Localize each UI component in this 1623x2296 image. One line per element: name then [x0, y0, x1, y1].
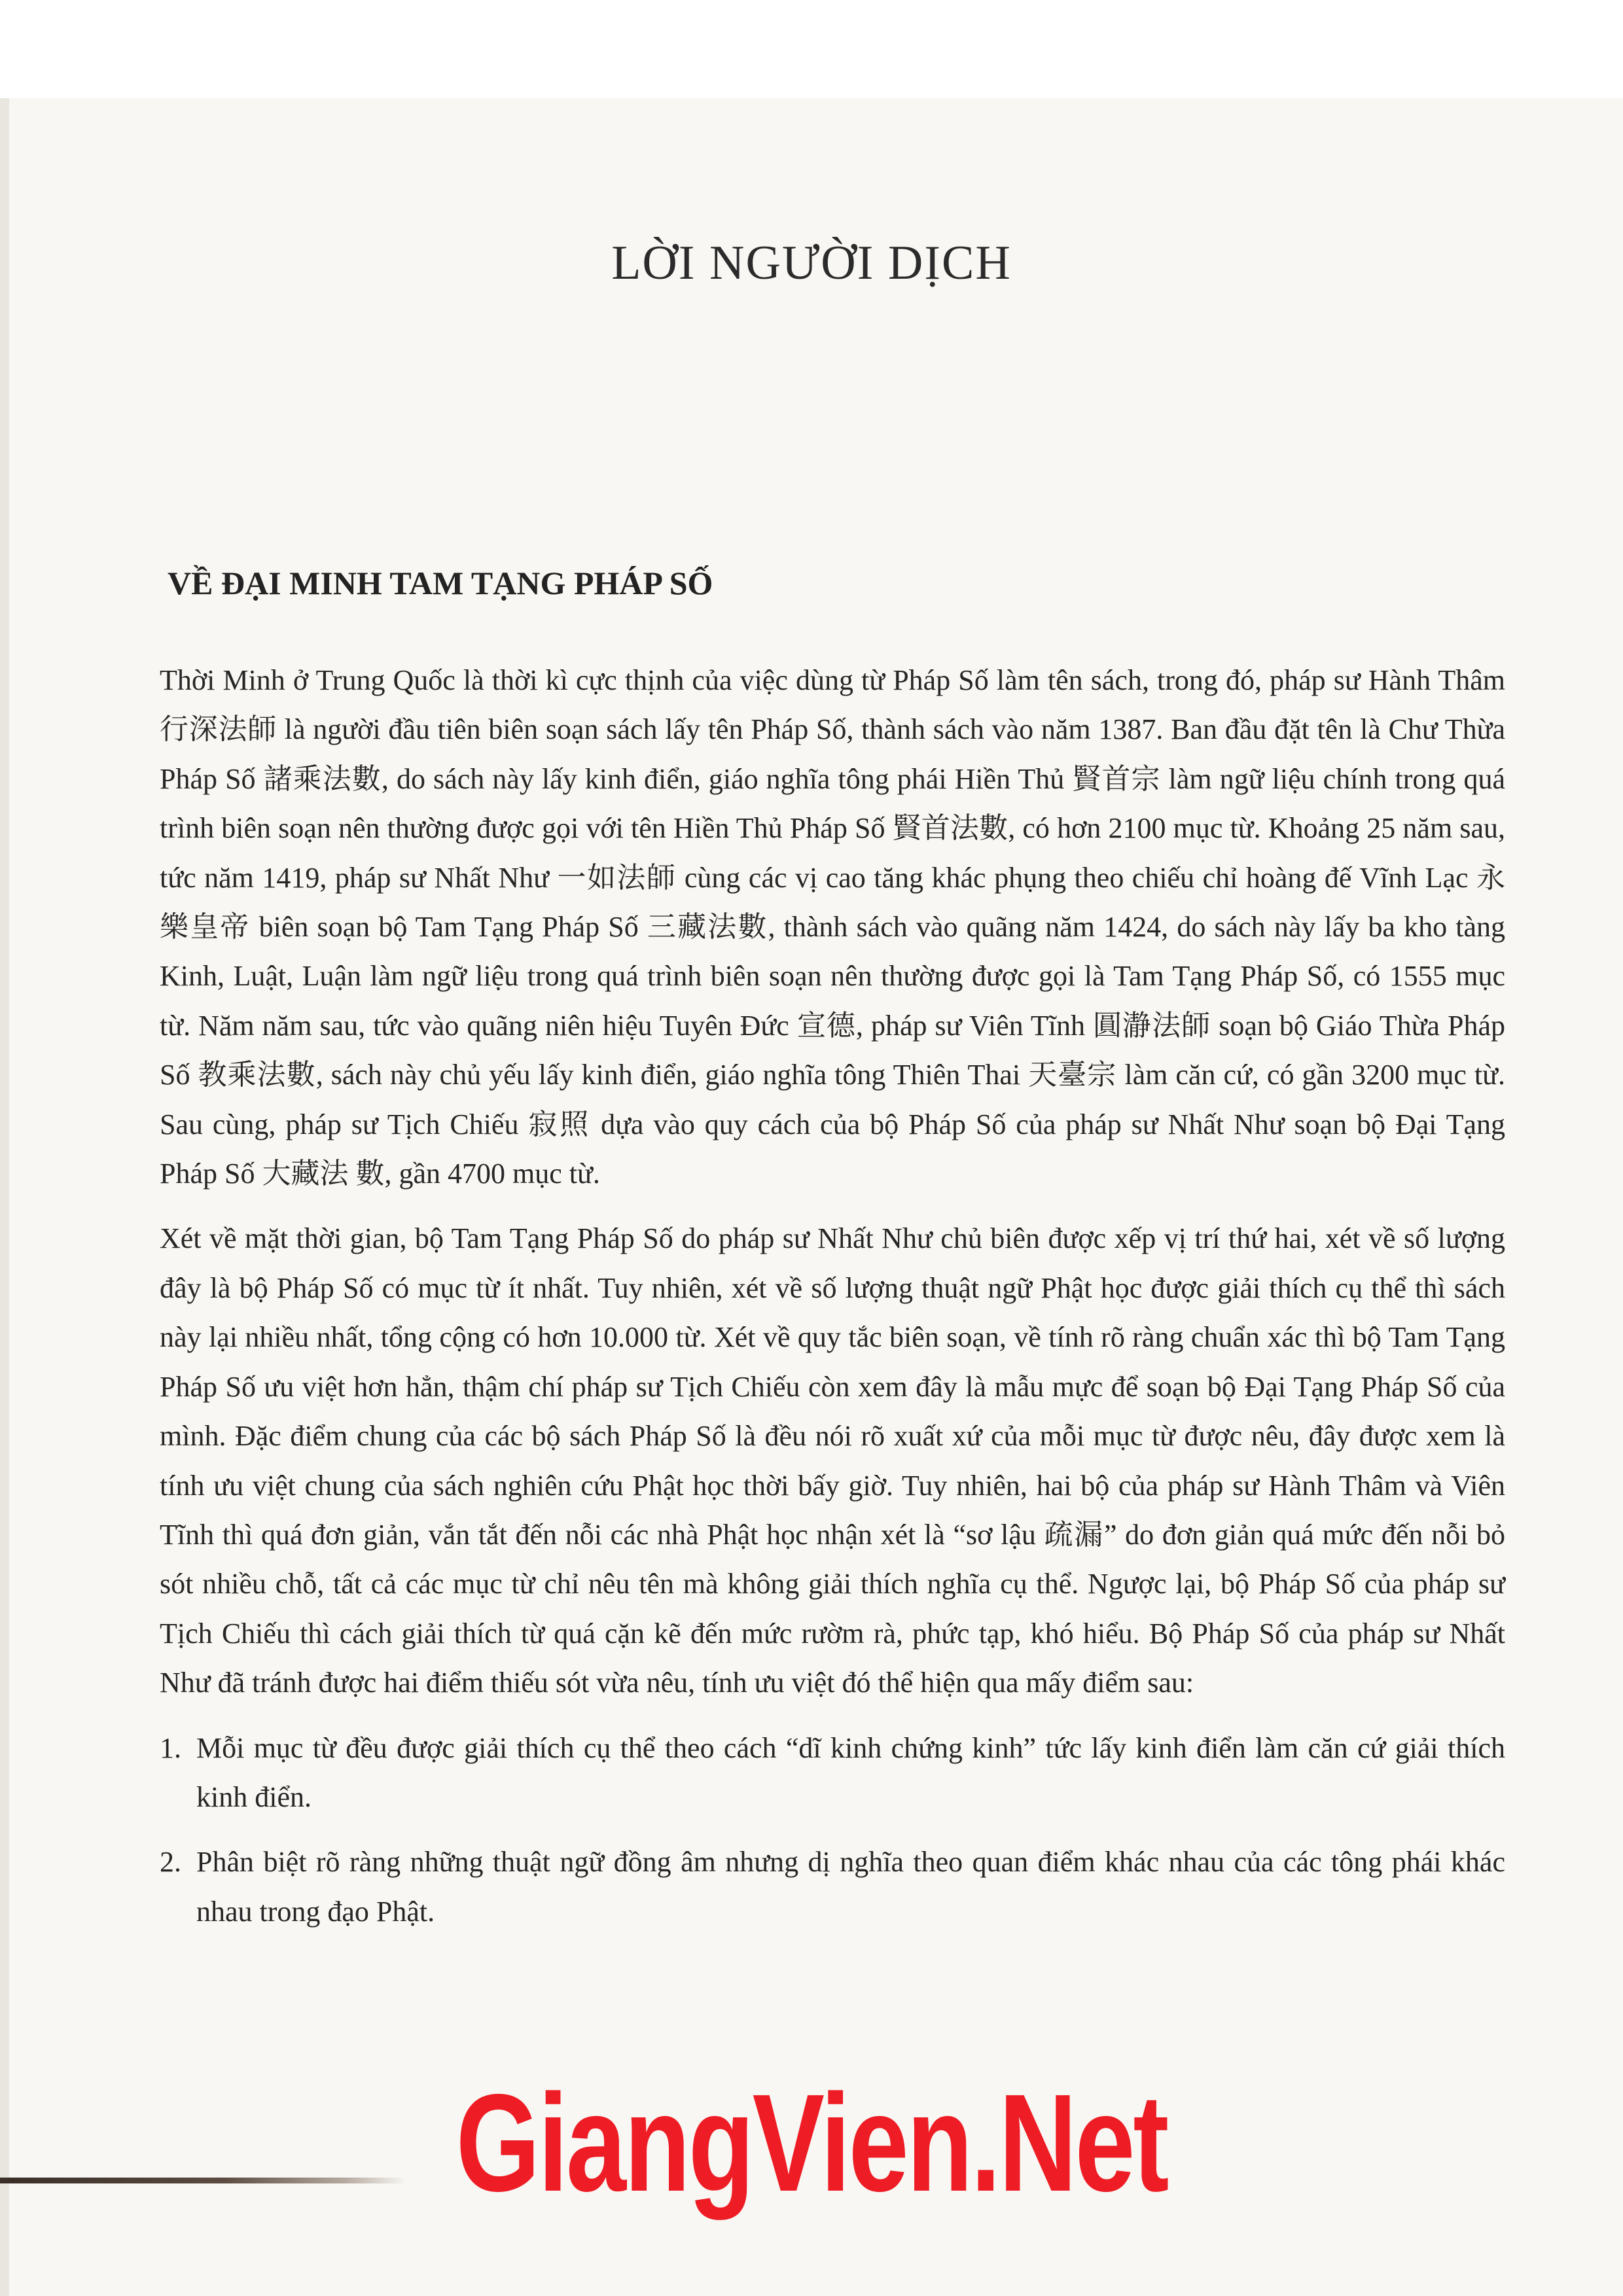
- section-heading: VỀ ĐẠI MINH TAM TẠNG PHÁP SỐ: [168, 565, 713, 601]
- list-text: Phân biệt rõ ràng những thuật ngữ đồng âm nhưng dị nghĩa theo quan điểm khác nhau của các tông phái khác nhau trong đạo Phật.: [196, 1846, 1505, 1928]
- list-text: Mỗi mục từ đều được giải thích cụ thể theo cách “dĩ kinh chứng kinh” tức lấy kinh điển làm căn cứ giải thích kinh điển.: [196, 1731, 1505, 1813]
- page-left-edge: [0, 98, 9, 2296]
- paragraph-1: Thời Minh ở Trung Quốc là thời kì cực thịnh của việc dùng từ Pháp Số làm tên sách, trong đó, pháp sư Hành Thâm 行深法師 là người đầu tiên biên soạn sách lấy tên Pháp Số, thành sách vào năm 1387. Ban đầu đặt tên là Chư Thừa Pháp Số 諸乘法數, do sách này lấy kinh điển, giáo nghĩa tông phái Hiền Thủ 賢首宗 làm ngữ liệu chính trong quá trình biên soạn nên thường được gọi với tên Hiền Thủ Pháp Số 賢首法數, có hơn 2100 mục từ. Khoảng 25 năm sau, tức năm 1419, pháp sư Nhất Như 一如法師 cùng các vị cao tăng khác phụng theo chiếu chỉ hoàng đế Vĩnh Lạc 永樂皇帝 biên soạn bộ Tam Tạng Pháp Số 三藏法數, thành sách vào quãng năm 1424, do sách này lấy ba kho tàng Kinh, Luật, Luận làm ngữ liệu trong quá trình biên soạn nên thường được gọi là Tam Tạng Pháp Số, có 1555 mục từ. Năm năm sau, tức vào quãng niên hiệu Tuyên Đức 宣德, pháp sư Viên Tĩnh 圓瀞法師 soạn bộ Giáo Thừa Pháp Số 教乘法數, sách này chủ yếu lấy kinh điển, giáo nghĩa tông Thiên Thai 天臺宗 làm căn cứ, có gần 3200 mục từ. Sau cùng, pháp sư Tịch Chiếu 寂照 dựa vào quy cách của bộ Pháp Số của pháp sư Nhất Như soạn bộ Đại Tạng Pháp Số 大藏法 數, gần 4700 mục từ.: [160, 664, 1505, 1190]
- paragraph-2: Xét về mặt thời gian, bộ Tam Tạng Pháp Số do pháp sư Nhất Như chủ biên được xếp vị trí thứ hai, xét về số lượng đây là bộ Pháp Số có mục từ ít nhất. Tuy nhiên, xét về số lượng thuật ngữ Phật học được giải thích cụ thể thì sách này lại nhiều nhất, tổng cộng có hơn 10.000 từ. Xét về quy tắc biên soạn, về tính rõ ràng chuẩn xác thì bộ Tam Tạng Pháp Số ưu việt hơn hẳn, thậm chí pháp sư Tịch Chiếu còn xem đây là mẫu mực để soạn bộ Đại Tạng Pháp Số của mình. Đặc điểm chung của các bộ sách Pháp Số là đều nói rõ xuất xứ của mỗi mục từ được nêu, đây được xem là tính ưu việt chung của sách nghiên cứu Phật học thời bấy giờ. Tuy nhiên, hai bộ của pháp sư Hành Thâm và Viên Tĩnh thì quá đơn giản, vắn tắt đến nỗi các nhà Phật học nhận xét là “sơ lậu 疏漏” do đơn giản quá mức đến nỗi bỏ sót nhiều chỗ, tất cả các mục từ chỉ nêu tên mà không giải thích nghĩa cụ thể. Ngược lại, bộ Pháp Số của pháp sư Tịch Chiếu thì cách giải thích từ quá cặn kẽ đến mức rườm rà, phức tạp, khó hiểu. Bộ Pháp Số của pháp sư Nhất Như đã tránh được hai điểm thiếu sót vừa nêu, tính ưu việt đó thể hiện qua mấy điểm sau:: [160, 1222, 1505, 1699]
- list-item-2: [160, 1837, 1505, 1936]
- body-text: [160, 656, 1505, 1952]
- watermark-logo: GiangVien.Net: [455, 2065, 1168, 2220]
- list-item-1: [160, 1723, 1505, 1822]
- page-title: LỜI NGƯỜI DỊCH: [611, 236, 1012, 290]
- list-number: 2.: [160, 1846, 181, 1879]
- list-number: 1.: [160, 1731, 181, 1764]
- top-margin-band: [0, 0, 1623, 98]
